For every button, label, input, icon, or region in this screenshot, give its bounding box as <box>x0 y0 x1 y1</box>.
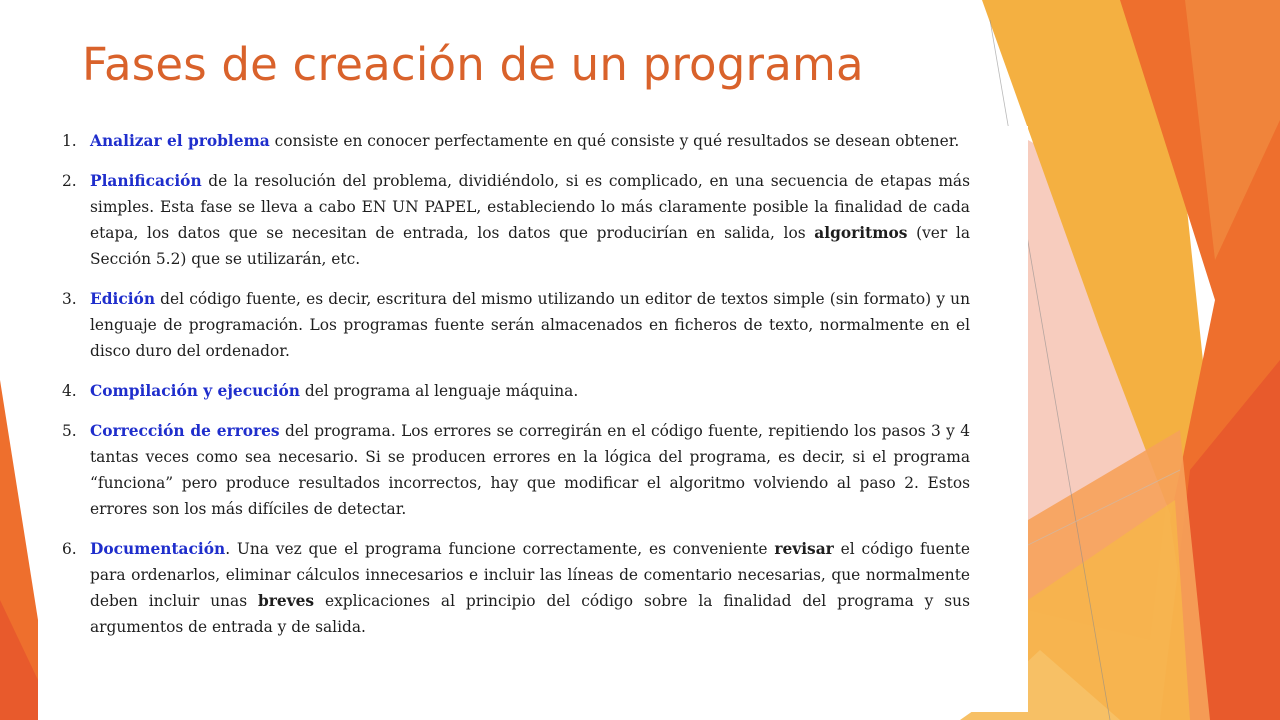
phase-number: 2. <box>62 172 77 190</box>
phase-term: Edición <box>90 290 156 308</box>
phase-item <box>62 536 970 640</box>
phase-number: 5. <box>62 422 77 440</box>
phase-emphasis: breves <box>258 592 315 610</box>
phase-term: Planificación <box>90 172 202 190</box>
document-excerpt <box>44 126 1028 712</box>
phase-text: . Una vez que el programa funcione correctamente, es conveniente <box>225 540 775 558</box>
phase-term: Analizar el problema <box>90 132 270 150</box>
phase-list <box>62 128 970 640</box>
phase-number: 4. <box>62 382 77 400</box>
phase-text: (ver la Sección 5.2) que se utilizarán, etc. <box>90 224 970 268</box>
phase-item <box>62 286 970 364</box>
phase-emphasis: revisar <box>774 540 834 558</box>
phase-term: Documentación <box>90 540 226 558</box>
phase-item <box>62 378 970 404</box>
phase-text: explicaciones al principio del código sobre la finalidad del programa y sus argumentos de entrada y de salida. <box>90 592 970 636</box>
phase-number: 6. <box>62 540 77 558</box>
slide-title: Fases de creación de un programa <box>82 38 864 91</box>
phase-term: Compilación y ejecución <box>90 382 300 400</box>
phase-text: del programa. Los errores se corregirán en el código fuente, repitiendo los pasos 3 y 4 tantas veces como sea necesario. Si se producen errores en la lógica del programa, es decir, si el programa “funciona” pero produce resultados incorrectos, hay que modificar el algoritmo volviendo al paso 2. Estos errores son los más difíciles de detectar. <box>90 422 970 518</box>
phase-text: el código fuente para ordenarlos, eliminar cálculos innecesarios e incluir las líneas de comentario necesarias, que normalmente deben incluir unas <box>90 540 970 610</box>
phase-text: consiste en conocer perfectamente en qué consiste y qué resultados se desean obtener. <box>269 132 960 150</box>
phase-emphasis: algoritmos <box>814 224 908 242</box>
phase-text: del código fuente, es decir, escritura del mismo utilizando un editor de textos simple (sin formato) y un lenguaje de programación. Los programas fuente serán almacenados en ficheros de texto, normalmente en el disco duro del ordenador. <box>90 290 970 360</box>
phase-item <box>62 168 970 272</box>
phase-item <box>62 418 970 522</box>
phase-term: Corrección de errores <box>90 422 280 440</box>
phase-text: del programa al lenguaje máquina. <box>299 382 579 400</box>
phase-number: 1. <box>62 132 77 150</box>
phase-item <box>62 128 970 154</box>
phase-text: de la resolución del problema, dividiéndolo, si es complicado, en una secuencia de etapas más simples. Esta fase se lleva a cabo EN UN PAPEL, estableciendo lo más claramente posible la finalidad de cada etapa, los datos que se necesitan de entrada, los datos que producirían en salida, los <box>90 172 970 242</box>
phase-number: 3. <box>62 290 77 308</box>
